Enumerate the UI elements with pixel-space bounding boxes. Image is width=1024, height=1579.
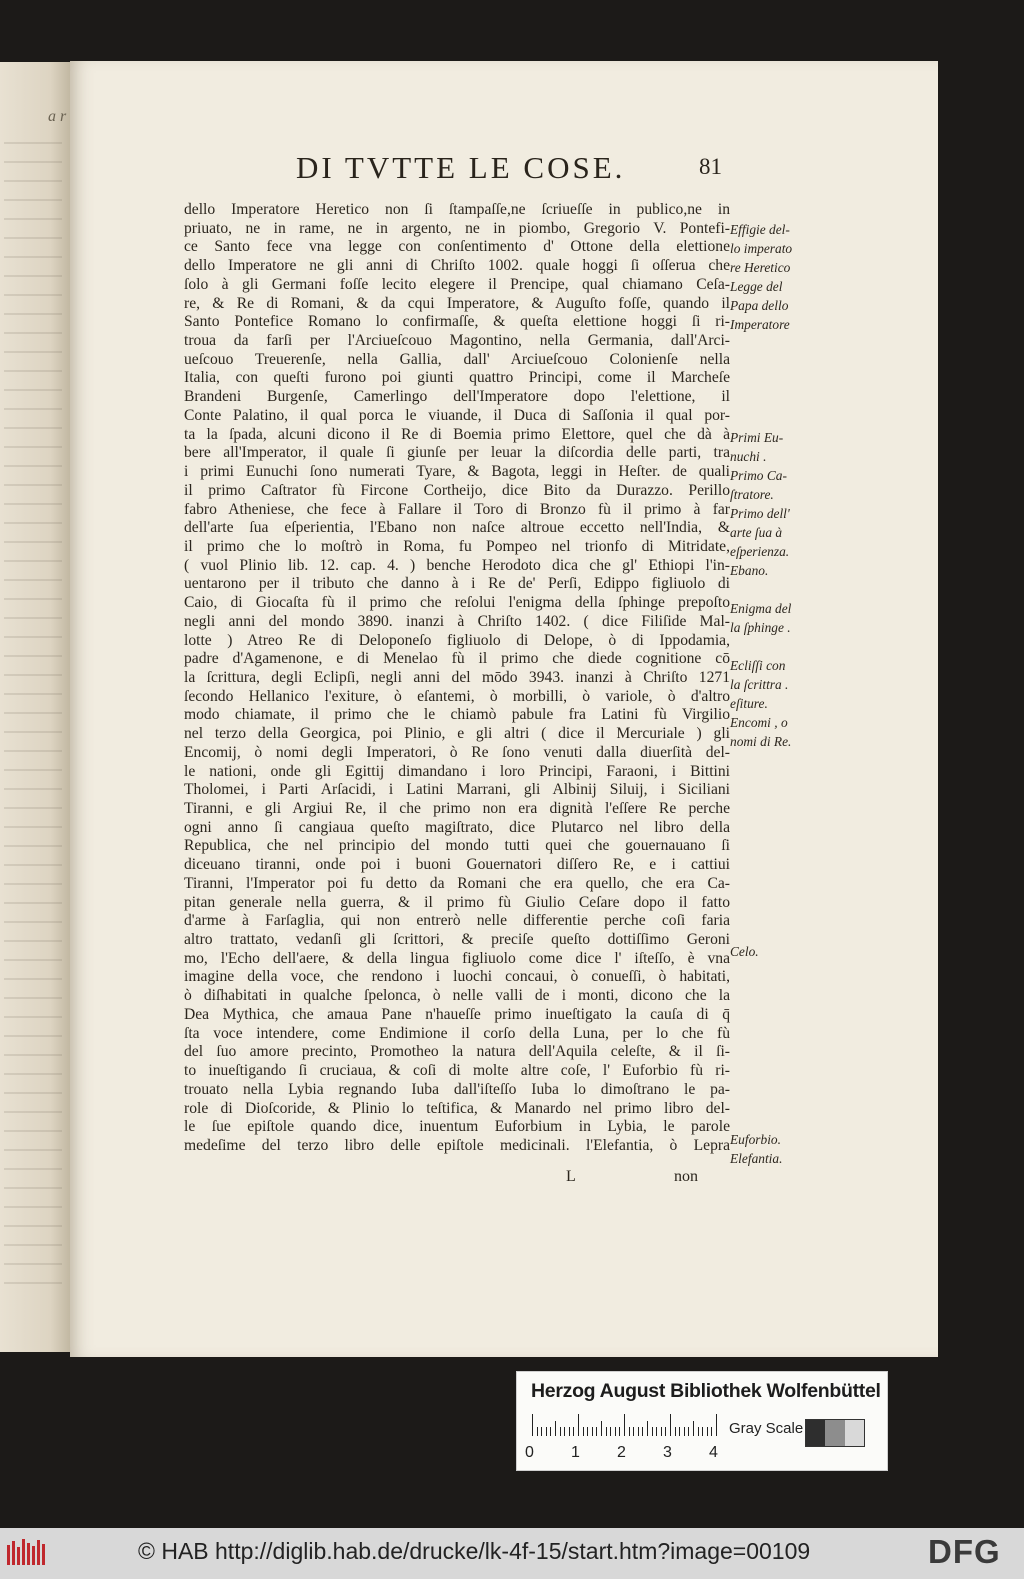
running-title: DI TVTTE LE COSE. — [296, 150, 626, 185]
text-line: role di Dioſcoride, & Plinio lo teſtifica, & Manardo nel primo libro del- — [184, 1099, 730, 1117]
margin-note: eſiture. — [730, 696, 768, 711]
margin-note: Primi Eu- — [730, 430, 784, 445]
signature-mark: L — [566, 1168, 576, 1185]
page-footer — [184, 1168, 730, 1188]
margin-note: Primo Ca- — [730, 468, 787, 483]
ruler-tick — [693, 1421, 694, 1436]
margin-note: Effigie del- — [730, 222, 790, 237]
text-line: Tholomei, i Parti Arſacidi, i Latini Marrani, gli Albinij Siluij, i Siciliani — [184, 781, 730, 799]
margin-note: Legge del — [730, 279, 783, 294]
ruler-tick — [661, 1427, 662, 1436]
gray-scale-swatches — [805, 1419, 865, 1447]
ruler-tick — [670, 1414, 671, 1436]
text-line: Tiranni, l'Imperator poi fu detto da Romani che era quello, che era Ca- — [184, 874, 730, 892]
text-line: Conte Palatino, il qual porca le viuande, il Duca di Saſſonia il qual por- — [184, 406, 730, 424]
text-line: i primi Eunuchi ſono numerati Tyare, & Bagota, leggi in Heſter. de quali — [184, 463, 730, 481]
margin-note: re Heretico — [730, 260, 791, 275]
text-line: dello Imperatore Heretico non ſi ſtampaſſe,ne ſcriueſſe in publico,ne in — [184, 201, 730, 218]
text-line: negli anni del mondo 3890. inanzi à Chriſto 1402. ( dice Filiſide Mal- — [184, 612, 730, 630]
text-line: lotte ) Atreo Re di Deloponeſo figliuolo di Delope, ò di Ippodamia, — [184, 631, 730, 649]
ruler-tick — [638, 1427, 639, 1436]
margin-note: eſperienza. — [730, 544, 790, 559]
text-line: ce Santo fece vna legge con conſentimento d' Ottone della elettione — [184, 238, 730, 256]
margin-note: Primo dell' — [730, 506, 790, 521]
ruler-tick — [555, 1421, 556, 1436]
text-line: ſolo à gli Germani foſſe lecito elegere il Prencipe, qual chiamano Ceſa- — [184, 275, 730, 293]
ruler-tick — [675, 1427, 676, 1436]
ruler-tick — [679, 1427, 680, 1436]
text-line: le ſue epiſtole quando dice, inuentum Euforbium in Lybia, le parole — [184, 1118, 730, 1136]
ruler-tick — [619, 1427, 620, 1436]
text-line: modo chiamate, il primo che le chiamò pabule fra Latini fù Virgilio — [184, 706, 730, 724]
margin-note: Encomi , o — [730, 715, 788, 730]
ruler-tick — [592, 1427, 593, 1436]
folio-number: 81 — [699, 154, 722, 179]
copyright-url[interactable]: © HAB http://diglib.hab.de/drucke/lk-4f-15/start.htm?image=00109 — [138, 1538, 811, 1564]
dfg-logo: DFG — [928, 1533, 1001, 1570]
margin-note: nomi di Re. — [730, 734, 792, 749]
margin-note: Imperatore — [730, 317, 790, 332]
text-line: Caio, di Giocaſta fù il primo che reſolui l'enigma della ſphinge prepoſto — [184, 594, 730, 612]
text-line: to inueſtigando ſi cruciaua, & coſi di molte altre coſe, l' Euforbio fù ri- — [184, 1062, 730, 1080]
text-line: del ſuo amore precinto, Promotheo la natura dell'Aquila celeſte, & il ſi- — [184, 1043, 730, 1061]
margin-note: Ecliſſi con — [730, 658, 786, 673]
margin-note: la ſcrittra . — [730, 677, 789, 692]
text-line: pitan generale nella guerra, & il primo fù Giulio Ceſare dopo il fatto — [184, 893, 730, 911]
text-line: Encomij, ò nomi degli Imperatori, ò Re ſono venuti dalla diuerſità del- — [184, 743, 730, 761]
ruler-tick — [698, 1427, 699, 1436]
ruler-number: 4 — [709, 1444, 718, 1461]
viewer-footer-bar — [0, 1528, 1024, 1579]
library-name: Herzog August Bibliothek Wolfenbüttel — [531, 1380, 881, 1402]
ruler-number: 1 — [571, 1444, 580, 1461]
ruler-tick — [684, 1427, 685, 1436]
text-line: le nationi, onde gli Egittij dimandano i loro Principi, Faraoni, i Bittini — [184, 762, 730, 780]
ruler-number: 2 — [617, 1444, 626, 1461]
ruler-tick — [606, 1427, 607, 1436]
text-line: re, & Re di Romani, & da cqui Imperatore, & Auguſto foſſe, quando il — [184, 294, 730, 312]
main-text-block — [184, 201, 730, 1156]
ruler-tick — [569, 1427, 570, 1436]
text-line: Tiranni, e gli Argiui Re, il che primo non era dignità l'eſſere Re perche — [184, 800, 730, 817]
text-line: priuato, ne in rame, ne in argento, ne in piombo, Gregorio V. Pontefi- — [184, 219, 730, 237]
ruler-tick — [716, 1414, 717, 1436]
facing-page-fragment: a r — [48, 108, 67, 125]
ruler-tick — [601, 1421, 602, 1436]
ruler-tick — [546, 1427, 547, 1436]
text-line: padre d'Agamenone, e di Menelao fù il primo che diede cognitione cō — [184, 650, 730, 668]
text-line: fabro Atheniese, che fece à Fallare il Toro di Bronzo fù il primo à far — [184, 500, 730, 518]
margin-note: ſtratore. — [730, 487, 774, 502]
margin-note: nuchi . — [730, 449, 767, 464]
gray-swatch — [845, 1420, 864, 1446]
gray-swatch — [806, 1420, 825, 1446]
text-line: Dea Mythica, che amaua Pane n'haueſſe primo inueſtigato la cauſa di q̄ — [184, 1005, 730, 1023]
text-line: ſta voce intendere, come Endimione il corſo della Luna, per lo che fù — [184, 1024, 730, 1042]
text-line: imagine della voce, che rendono i luochi concaui, ò conueſſi, ò habitati, — [184, 968, 730, 986]
ruler-tick — [624, 1414, 625, 1436]
gray-swatch — [825, 1420, 844, 1446]
ruler-number: 0 — [525, 1444, 534, 1461]
text-line: ſecondo Hellanico l'exiture, ò eſantemi, ò morbilli, ò variole, ò d'altro — [184, 687, 730, 705]
text-line: la ſcrittura, degli Eclipſi, negli anni del mōdo 3943. inanzi à Chriſto 1271 — [184, 668, 730, 686]
text-line: ò diſhabitati in qualche ſpelonca, ò nelle valli de i monti, dicono che la — [184, 987, 730, 1005]
text-line: troua da farſi per l'Arciueſcouo Magontino, nella Germania, dall'Arci- — [184, 332, 730, 350]
text-line: altro trattato, vedanſi gli ſcrittori, & preciſe queſto dottiſſimo Geroni — [184, 931, 730, 949]
margin-note: Elefantia. — [730, 1151, 783, 1166]
text-line: Republica, che nel principio del mondo tutti quei che gouernauano ſi — [184, 837, 730, 855]
text-line: ueſcouo Treuerenſe, nella Gallia, dall' Arciueſcouo Colonienſe nella — [184, 350, 730, 368]
ruler-tick — [583, 1427, 584, 1436]
ruler-number: 3 — [663, 1444, 672, 1461]
facing-page-text-ghost — [4, 142, 62, 1292]
ruler-tick — [633, 1427, 634, 1436]
ruler-tick — [587, 1427, 588, 1436]
text-line: il primo che lo moſtrò in Roma, fu Pompeo nel trionfo di Mitridate, — [184, 537, 730, 555]
margin-note: lo imperato — [730, 241, 793, 256]
library-color-card — [516, 1371, 888, 1471]
ruler-tick — [656, 1427, 657, 1436]
ruler-tick — [560, 1427, 561, 1436]
margin-note: arte ſua à — [730, 525, 783, 540]
scale-ruler — [527, 1414, 727, 1436]
text-line: ta la ſpada, alcuni dicono il Re di Boemia primo Elettore, quel che dà à — [184, 425, 730, 443]
text-line: Santo Pontefice Romano lo confirmaſſe, & queſta elettione hoggi ſi ri- — [184, 313, 730, 331]
ruler-tick — [573, 1427, 574, 1436]
ruler-tick — [541, 1427, 542, 1436]
ruler-tick — [665, 1427, 666, 1436]
text-line: trouato nella Lybia regnando Iuba dall'iſteſſo Iuba lo dimoſtrano le pa- — [184, 1080, 730, 1098]
margin-note: la ſphinge . — [730, 620, 791, 635]
margin-note: Enigma del — [730, 601, 792, 616]
text-line: il primo Caſtrator fù Fircone Cortheijo, dice Bito da Durazzo. Perillo — [184, 481, 730, 499]
margin-note: Celo. — [730, 944, 759, 959]
ruler-tick — [688, 1427, 689, 1436]
margin-note: Ebano. — [730, 563, 769, 578]
ruler-tick — [629, 1427, 630, 1436]
text-line: uentarono per il tributo che danno à i Re de' Perſi, Edippo figliuolo di — [184, 575, 730, 593]
ruler-tick — [711, 1427, 712, 1436]
text-line: d'arme à Farſaglia, qui non entrerò nelle differentie perche coſi faria — [184, 912, 730, 930]
text-line: ogni anno ſi cangiaua queſto magiſtrato, dice Plutarco nel libro della — [184, 818, 730, 836]
facing-page-edge — [0, 62, 72, 1352]
text-line: Italia, con queſti furono poi giunti quattro Principi, come il Marcheſe — [184, 369, 730, 387]
ruler-tick — [596, 1427, 597, 1436]
ruler-tick — [564, 1427, 565, 1436]
ruler-tick — [707, 1427, 708, 1436]
ruler-tick — [642, 1427, 643, 1436]
ruler-tick — [550, 1427, 551, 1436]
gray-scale-label: Gray Scale — [729, 1420, 804, 1437]
text-line: dell'arte ſua eſperientia, l'Ebano non naſce altroue eccetto nell'India, & — [184, 519, 730, 537]
ruler-tick — [610, 1427, 611, 1436]
text-line: nel terzo della Georgica, poi Plinio, e gli altri ( dice il Mercuriale ) gli — [184, 725, 730, 743]
text-line: diceuano tiranni, onde poi i buoni Gouernatori diſſero Re, e i cattiui — [184, 856, 730, 874]
text-line: dello Imperatore ne gli anni di Chriſto 1002. quale hoggi ſi oſſerua che — [184, 257, 730, 275]
ruler-tick — [647, 1421, 648, 1436]
ruler-tick — [532, 1414, 533, 1436]
margin-note: Euforbio. — [730, 1132, 781, 1147]
text-line: ( vuol Plinio lib. 12. cap. 4. ) benche Herodoto dica che gl' Ethiopi l'in- — [184, 556, 730, 574]
ruler-tick — [537, 1427, 538, 1436]
hab-logo-icon — [6, 1537, 48, 1569]
text-line: bere all'Imperator, il quale ſi giunſe per leuar la diſcordia delle parti, tra — [184, 444, 730, 462]
text-line: Brandeni Burgenſe, Camerlingo dell'Imperatore dopo l'elettione, il — [184, 388, 730, 406]
running-header — [296, 150, 736, 190]
catchword: non — [674, 1168, 698, 1185]
text-line: medeſime del terzo libro delle epiſtole medicinali. l'Elefantia, ò Lepra — [184, 1136, 730, 1154]
margin-note: Papa dello — [730, 298, 789, 313]
ruler-tick — [578, 1414, 579, 1436]
ruler-tick — [702, 1427, 703, 1436]
ruler-tick — [652, 1427, 653, 1436]
ruler-tick — [615, 1427, 616, 1436]
text-line: mo, l'Echo dell'aere, & della lingua figliuolo come dice l' iſteſſo, è vna — [184, 949, 730, 967]
